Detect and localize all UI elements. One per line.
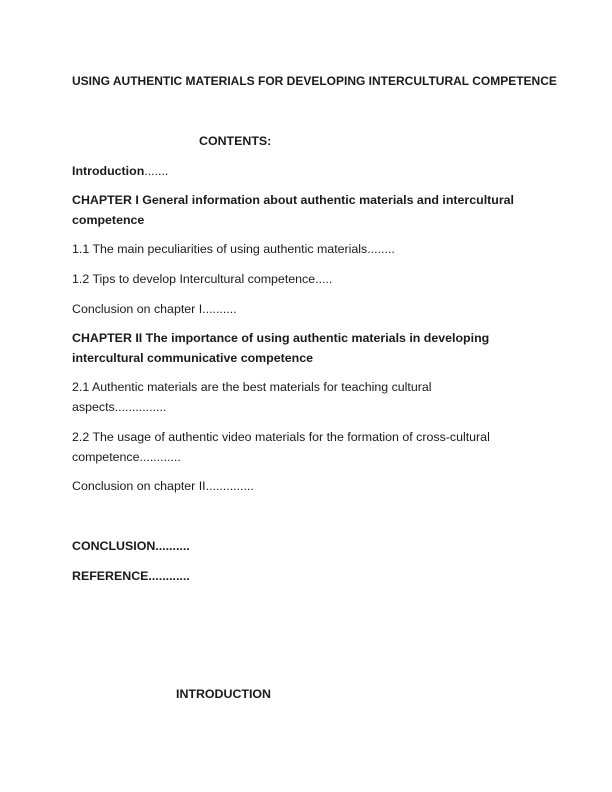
document-title: USING AUTHENTIC MATERIALS FOR DEVELOPING INTERCULTURAL COMPETENCE: [72, 74, 557, 88]
introduction-heading: INTRODUCTION: [176, 687, 271, 701]
toc-entry-reference: REFERENCE............: [72, 569, 190, 583]
toc-introduction-label: Introduction: [72, 164, 145, 178]
toc-introduction-dots: .......: [144, 164, 169, 178]
toc-entry-conclusion-chapter-2: Conclusion on chapter II..............: [72, 479, 254, 493]
toc-entry-chapter-1: CHAPTER I General information about authentic materials and intercultural competence: [72, 193, 515, 227]
toc-entry-conclusion: CONCLUSION..........: [72, 539, 190, 553]
toc-entry-2-1: 2.1 Authentic materials are the best materials for teaching cultural aspects...............: [72, 380, 432, 414]
toc-entry-1-1: 1.1 The main peculiarities of using authentic materials........: [72, 242, 395, 256]
contents-heading: CONTENTS:: [199, 134, 272, 148]
toc-entry-introduction: [72, 162, 168, 182]
toc-entry-chapter-2: CHAPTER II The importance of using authentic materials in developing intercultural communicative competence: [72, 331, 490, 365]
toc-entry-2-2: 2.2 The usage of authentic video materials for the formation of cross-cultural competence............: [72, 430, 490, 464]
toc-entry-1-2: 1.2 Tips to develop Intercultural competence.....: [72, 272, 333, 286]
toc-entry-conclusion-chapter-1: Conclusion on chapter I..........: [72, 302, 237, 316]
